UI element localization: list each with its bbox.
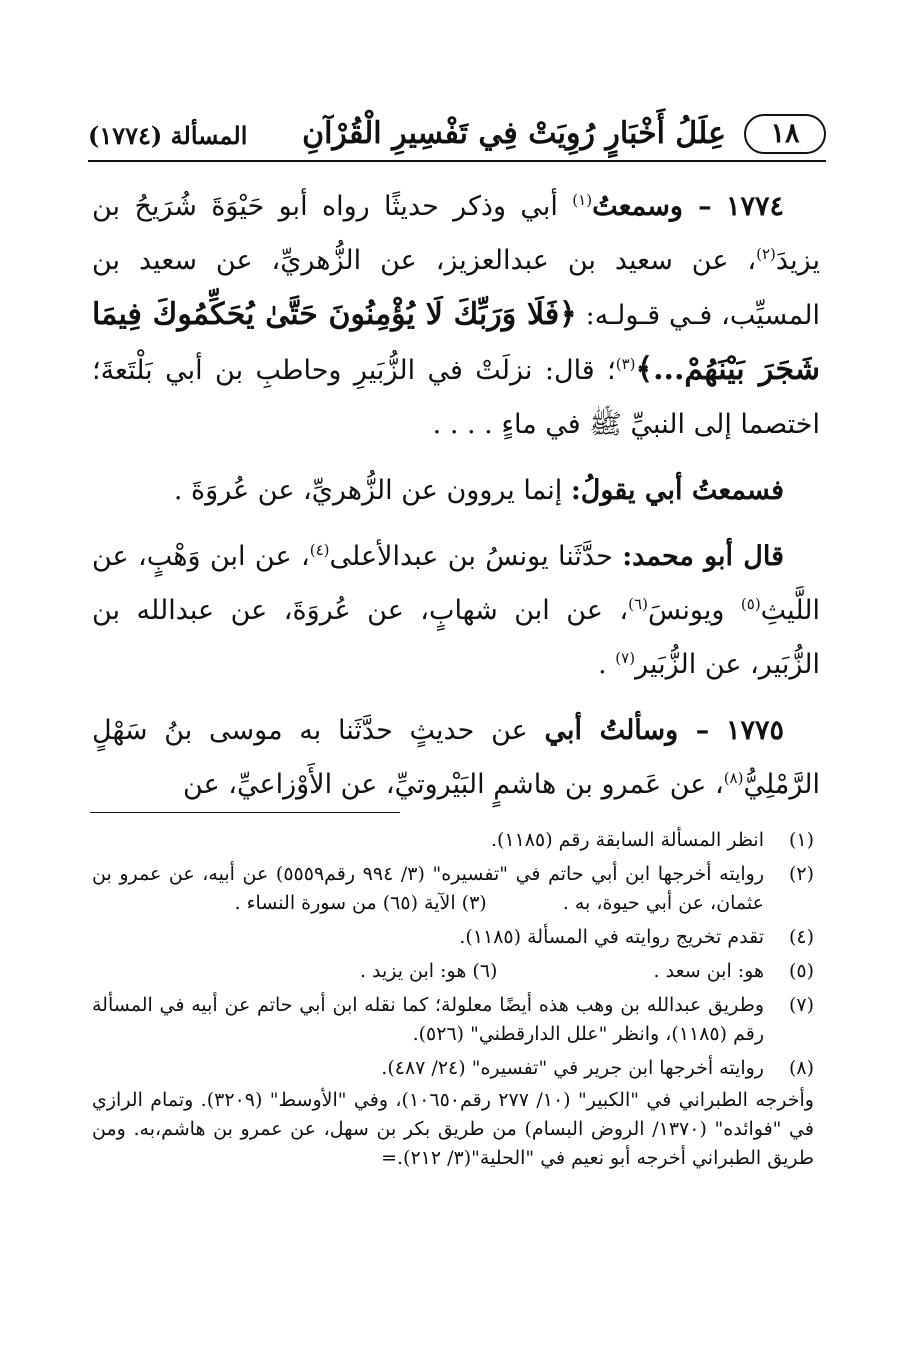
footnote-ref-2: (٢)	[756, 245, 776, 263]
footnote-ref-1: (١)	[572, 191, 593, 209]
footnote-text: انظر المسألة السابقة رقم (١١٨٥).	[490, 829, 764, 851]
paragraph-text: أبي وذكر حديثًا رواه أبو حَيْوَةَ شُرَيحُ بن يزيدَ	[92, 191, 820, 276]
issue-number: ١٧٧٥	[725, 715, 784, 746]
footnote-marker: (٥)	[788, 960, 814, 982]
paragraph-1774	[92, 180, 820, 452]
paragraph-text: عن حديثٍ حدَّثَنا به موسى بنُ سَهْلٍ الرَّمْلِيُّ	[92, 715, 820, 800]
quran-verse: ﴿فَلَا وَرَبِّكَ لَا يُؤْمِنُونَ حَتَّىٰ يُحَكِّمُوكَ فِيمَا شَجَرَ بَيْنَهُمْ...﴾	[92, 297, 820, 387]
paragraph-text: ويونسَ	[647, 595, 725, 626]
paragraph-1775	[92, 704, 820, 812]
paragraph-lead: فسمعتُ أبي يقولُ:	[570, 475, 784, 506]
footnote-ref-6: (٦)	[628, 595, 648, 613]
footnote-text: تقدم تخريج روايته في المسألة (١١٨٥).	[459, 926, 764, 948]
footnote-3	[235, 892, 487, 914]
footnote-marker: (٦)	[472, 960, 498, 982]
paragraph-lead: – وسألتُ أبي	[544, 715, 710, 746]
footnote-ref-3: (٣)	[615, 355, 636, 373]
footnote-5	[92, 957, 814, 986]
footnote-4	[92, 923, 814, 952]
footnote-marker: (٢)	[788, 863, 814, 885]
footnote-8	[92, 1054, 814, 1083]
paragraph-text: إنما يروون عن الزُّهريِّ، عن عُروَةَ .	[173, 475, 563, 506]
footnotes	[92, 826, 814, 1178]
footnote-ref-5: (٥)	[740, 595, 761, 613]
footnote-text: هو: ابن يزيد .	[359, 960, 467, 982]
paragraph-text: ، عن ابن شهابٍ، عن عُروَةَ، عن عبدالله بن الزُّبَير، عن الزُّبَير	[92, 595, 820, 680]
page-number: ١٨	[744, 114, 826, 154]
paragraph-text: ، عن عَمرو بن هاشمٍ البَيْروتيِّ، عن الأَوْزاعيِّ، عن	[183, 769, 724, 800]
footnote-text: وطريق عبدالله بن وهب هذه أيضًا معلولة؛ كما نقله ابن أبي حاتم عن أبيه في المسألة رقم (١١٨٥)، وانظر "علل الدارقطني" (٥٢٦).	[92, 994, 764, 1045]
footnote-6	[360, 960, 498, 982]
footnote-ref-7: (٧)	[615, 649, 636, 667]
paragraph-lead: قال أبو محمد:	[622, 541, 785, 572]
paragraph-text: ، عن سعيد بن عبدالعزيز، عن الزُّهريِّ، عن سعيد بن المسيِّب، فـي قـولـه:	[92, 245, 820, 331]
footnote-2	[92, 860, 814, 918]
paragraph-answer	[92, 464, 820, 518]
footnote-text: روايته أخرجها ابن جرير في "تفسيره" (٢٤/ ٤٨٧).	[381, 1057, 764, 1079]
footnote-marker: (٣)	[461, 892, 487, 914]
footnote-separator	[90, 812, 400, 813]
running-header	[88, 112, 826, 158]
book-title: عِلَلُ أَخْبَارٍ رُوِيَتْ فِي تَفْسِيرِ الْقُرْآنِ	[302, 116, 726, 151]
paragraph-text: ؛ قال: نزلَتْ في الزُّبَيرِ وحاطبِ بن أبي بَلْتَعةَ؛ اختصما إلى النبيِّ ﷺ في ماءٍ . . . .	[92, 355, 820, 440]
footnote-marker: (٧)	[788, 994, 814, 1016]
footnote-text: روايته أخرجها ابن أبي حاتم في "تفسيره" (٣/ ٩٩٤ رقم٥٥٥٩) عن أبيه، عن عمرو بن عثمان، عن أبي حيوة، به .	[92, 863, 764, 914]
section-label: المسألة (١٧٧٤)	[88, 121, 248, 150]
main-text	[92, 180, 820, 824]
footnote-text: هو: ابن سعد .	[653, 960, 764, 982]
paragraph-text: .	[598, 649, 607, 680]
footnote-7	[92, 991, 814, 1049]
footnote-ref-4: (٤)	[309, 541, 330, 559]
footnote-8-continuation	[92, 1086, 814, 1173]
footnote-text: وأخرجه الطبراني في "الكبير" (١٠/ ٢٧٧ رقم١٠٦٥٠)، وفي "الأوسط" (٣٢٠٩). وتمام الرازي في "فوائده" (١٣٧٠/ الروض البسام) من طريق بكر بن سهل، عن عمرو بن هاشم،به. ومن طريق الطبراني أخرجه أبو نعيم في "الحلية"(٣/ ٢١٢).=	[92, 1089, 814, 1169]
footnote-marker: (٨)	[788, 1057, 814, 1079]
issue-number: ١٧٧٤	[725, 191, 784, 222]
footnote-text: الآية (٦٥) من سورة النساء .	[234, 892, 456, 914]
paragraph-text: حدَّثَنا يونسُ بن عبدالأعلى	[329, 541, 613, 572]
paragraph-lead: – وسمعتُ	[592, 191, 712, 222]
footnote-marker: (١)	[788, 829, 814, 851]
paragraph-text: ، عن ابن وَهْبٍ، عن اللَّيثِ	[92, 541, 820, 626]
footnote-marker: (٤)	[788, 926, 814, 948]
footnote-1	[92, 826, 814, 855]
paragraph-abu-muhammad	[92, 530, 820, 692]
footnote-ref-8: (٨)	[723, 769, 744, 787]
header-rule	[88, 160, 826, 162]
